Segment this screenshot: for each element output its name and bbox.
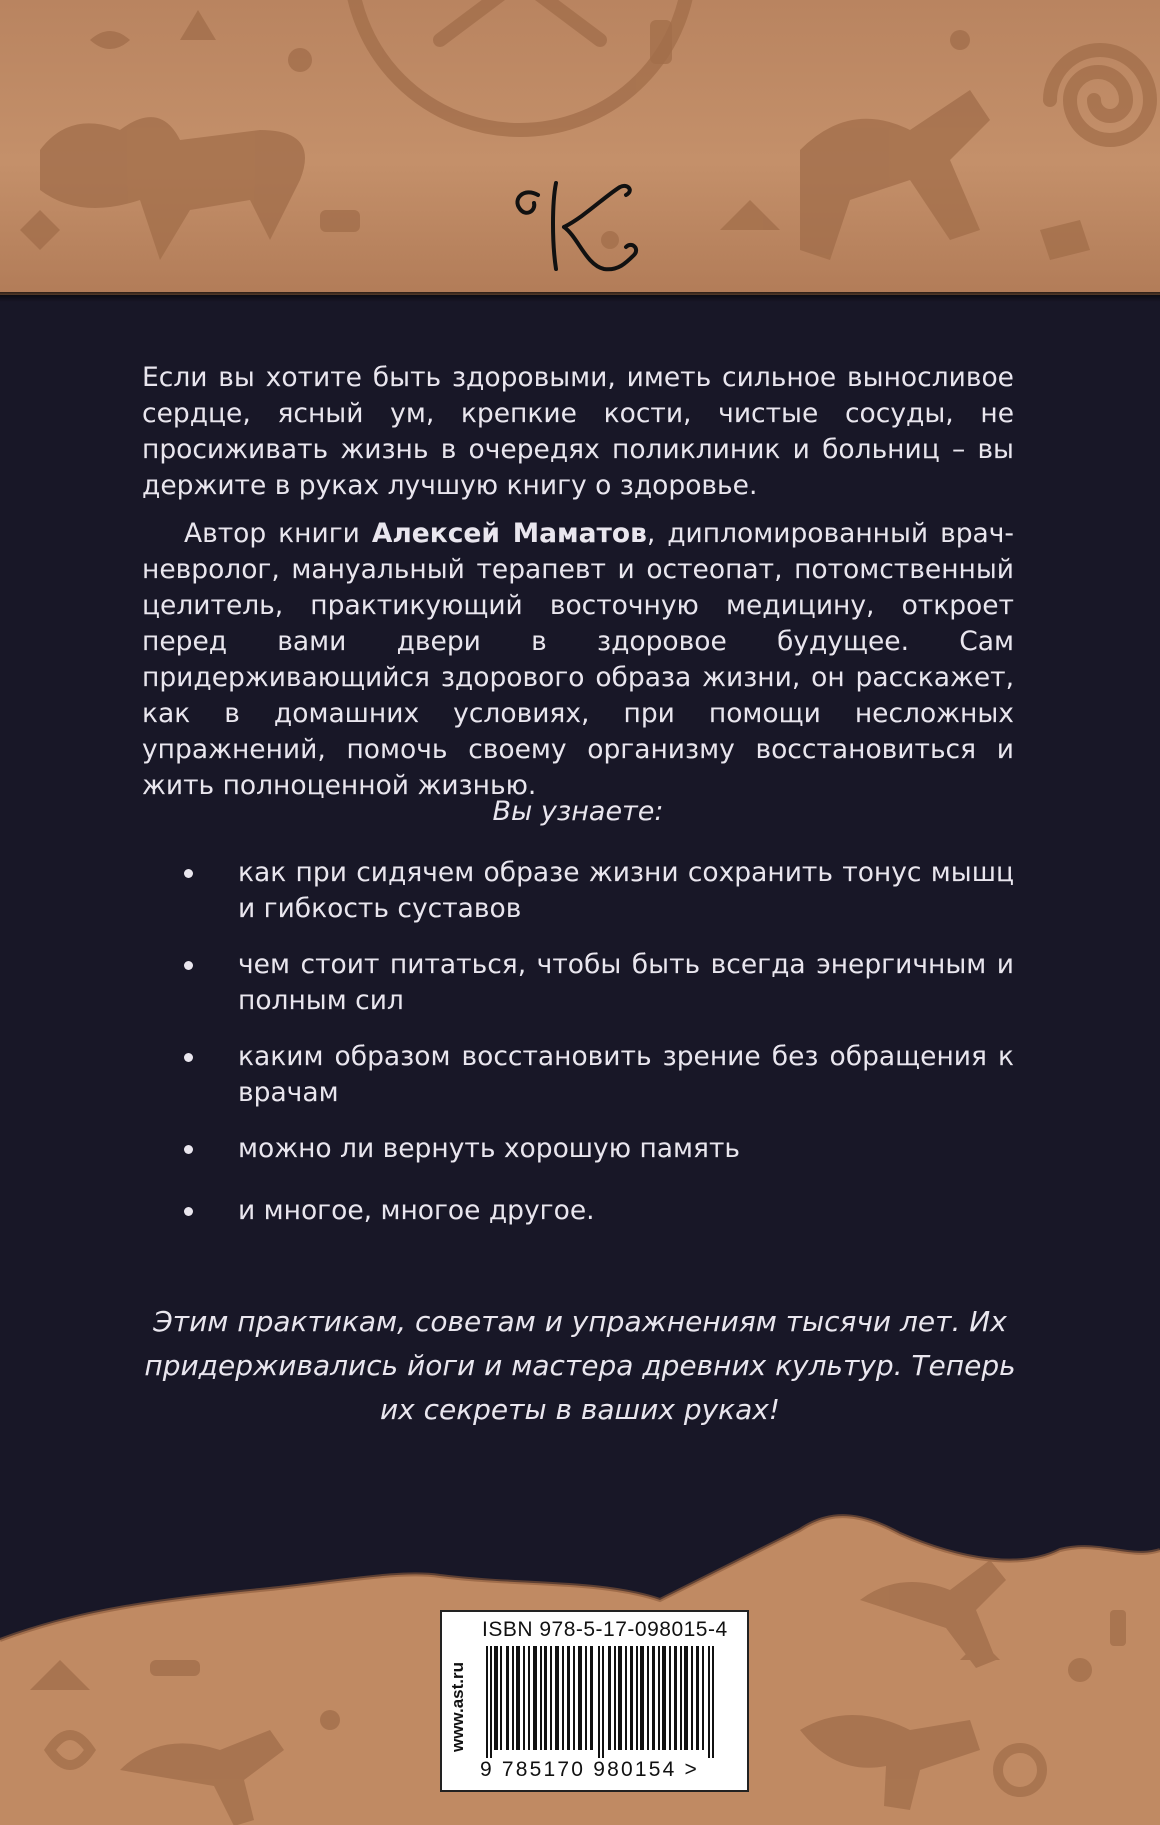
bullet-icon — [184, 869, 193, 878]
bullet-icon — [184, 1145, 193, 1154]
barcode-digits: 9 785170 980154 > — [480, 1758, 699, 1781]
list-item-text: можно ли вернуть хорошую память — [238, 1133, 740, 1164]
author-description-text: , дипломированный врач-невролог, мануальный терапевт и остеопат, потомственный целитель, практикующий восточную медицину, откроет перед вами двери в здоровое будущее. Сам придерживающийся здорового образа жизни, он расскажет, как в домашних условиях, при помощи несложных упражнений, помочь своему организму восстановиться и жить полноценной жизнью. — [142, 518, 1014, 801]
bullet-icon — [184, 1053, 193, 1062]
learn-list — [142, 855, 1014, 1229]
list-item — [142, 1131, 1014, 1167]
list-item-text: чем стоит питаться, чтобы быть всегда энергичным и полным сил — [238, 949, 1014, 1016]
closing-statement — [130, 1300, 1030, 1432]
closing-line: их секреты в ваших руках! — [379, 1393, 781, 1426]
intro-paragraph: Если вы хотите быть здоровыми, иметь сильное выносливое сердце, ясный ум, крепкие кости, чистые сосуды, не просиживать жизнь в очередях поликлиник и больниц – вы держите в руках лучшую книгу о здоровье. — [142, 362, 1014, 501]
isbn-barcode-box — [440, 1610, 749, 1792]
bullet-icon — [184, 1207, 193, 1216]
annotation-text — [142, 360, 1014, 816]
website-text: www.ast.ru — [448, 1661, 467, 1753]
author-intro-text: Автор книги — [184, 518, 372, 549]
author-name: Алексей Маматов — [371, 518, 647, 549]
top-ornament-band — [0, 0, 1160, 295]
list-item — [142, 1039, 1014, 1111]
closing-line: Этим практикам, советам и упражнениям тысячи лет. Их — [153, 1305, 1007, 1338]
publisher-k-monogram-icon — [500, 165, 660, 285]
list-item — [142, 855, 1014, 927]
list-item-text: как при сидячем образе жизни сохранить тонус мышц и гибкость суставов — [238, 857, 1014, 924]
isbn-label: ISBN 978-5-17-098015-4 — [482, 1618, 728, 1641]
bullet-icon — [184, 961, 193, 970]
closing-line: придерживались йоги и мастера древних культур. Теперь — [144, 1349, 1016, 1382]
list-item-text: и многое, многое другое. — [238, 1195, 595, 1226]
list-item-text: каким образом восстановить зрение без обращения к врачам — [238, 1041, 1014, 1108]
list-item — [142, 947, 1014, 1019]
band-shadow — [0, 292, 1160, 302]
list-item — [142, 1193, 1014, 1229]
author-paragraph — [142, 516, 1014, 804]
barcode-bars-icon — [480, 1646, 735, 1758]
website-label — [444, 1632, 472, 1782]
learn-heading: Вы узнаете: — [492, 796, 664, 827]
